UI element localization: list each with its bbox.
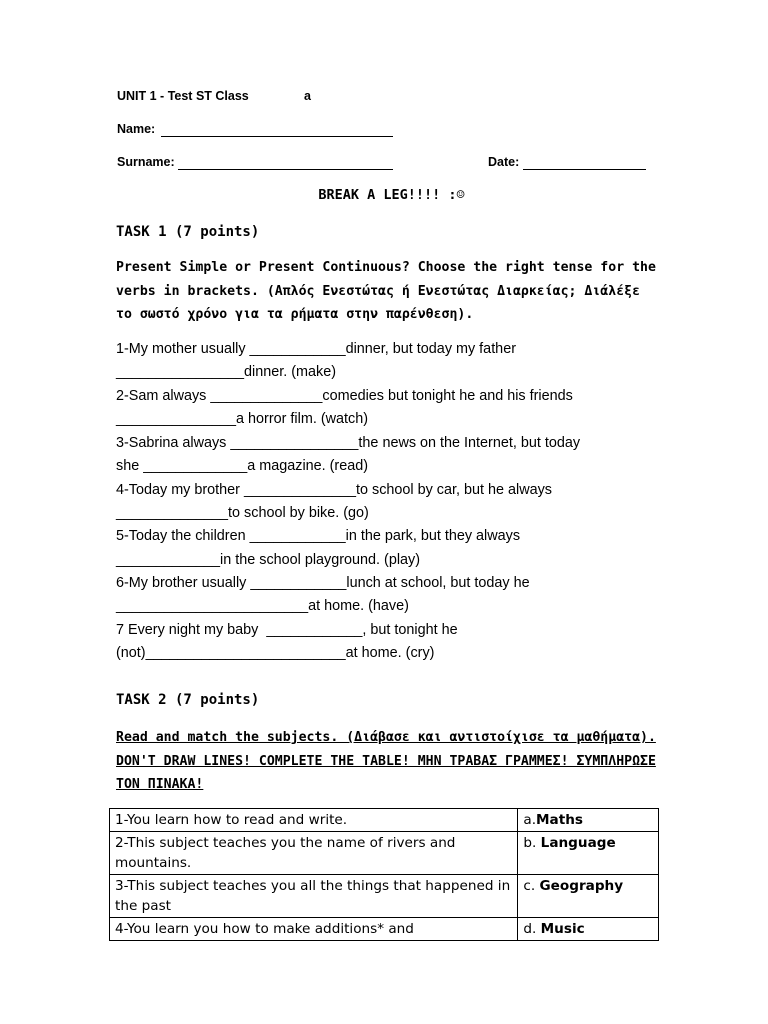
task1-line-10: _____________in the school playground. (play) (116, 552, 421, 568)
task1-line-2: ________________dinner. (make) (116, 364, 337, 380)
subject-name: Language (540, 835, 616, 851)
name-label: Name: (117, 122, 156, 136)
class-letter: a (304, 89, 311, 103)
subject-name: Music (540, 921, 585, 937)
task1-line-11: 6-My brother usually ____________lunch at school, but today he (116, 575, 530, 591)
question-cell: 3-This subject teaches you all the things that happened in the past (110, 875, 518, 918)
question-cell: 4-You learn you how to make additions* and (110, 918, 518, 941)
task1-line-4: _______________a horror film. (watch) (116, 411, 368, 427)
task1-line-8: ______________to school by bike. (go) (116, 505, 369, 521)
question-cell: 2-This subject teaches you the name of rivers and mountains. (110, 832, 518, 875)
subject-letter: b. (523, 835, 541, 851)
task1-line-3: 2-Sam always ______________comedies but tonight he and his friends (116, 388, 573, 404)
task2-instruction-line-2: DON'T DRAW LINES! COMPLETE THE TABLE! ΜΗΝ ΤΡΑΒΑΣ ΓΡΑΜΜΕΣ! ΣΥΜΠΛΗΡΩΣΕ ΤΟΝ ΠΙΝΑΚΑ! (116, 753, 656, 792)
table-row (110, 809, 659, 832)
subject-name: Maths (536, 812, 583, 828)
task1-line-7: 4-Today my brother ______________to school by car, but he always (116, 482, 552, 498)
unit-title: UNIT 1 - Test ST Class (117, 89, 249, 103)
subject-letter: c. (523, 878, 540, 894)
subject-letter: a. (523, 812, 537, 828)
name-line[interactable] (161, 136, 393, 137)
subject-letter: d. (523, 921, 541, 937)
task1-line-9: 5-Today the children ____________in the park, but they always (116, 528, 521, 544)
subject-cell (518, 875, 659, 918)
task1-line-5: 3-Sabrina always ________________the news on the Internet, but today (116, 435, 581, 451)
task1-line-6: she _____________a magazine. (read) (116, 458, 369, 474)
task2-instruction (116, 726, 656, 797)
table-row (110, 875, 659, 918)
greeting: BREAK A LEG!!!! :☺ (318, 187, 465, 203)
matching-table (109, 808, 659, 941)
question-cell: 1-You learn how to read and write. (110, 809, 518, 832)
table-row (110, 918, 659, 941)
surname-label: Surname: (117, 155, 175, 169)
task1-line-1: 1-My mother usually ____________dinner, but today my father (116, 341, 516, 357)
subject-cell (518, 809, 659, 832)
task2-instruction-line-1: Read and match the subjects. (Διάβασε και αντιστοίχισε τα μαθήματα). (116, 730, 656, 745)
subject-cell (518, 918, 659, 941)
surname-line[interactable] (178, 169, 393, 170)
date-label: Date: (488, 155, 520, 169)
task1-instruction: Present Simple or Present Continuous? Choose the right tense for the verbs in brackets. (Απλός Ενεστώτας ή Ενεστώτας Διαρκείας; Διάλέξε το σωστό χρόνο για τα ρήματα στην παρένθεση). (116, 260, 656, 322)
task2-title: TASK 2 (7 points) (116, 692, 260, 708)
date-line[interactable] (523, 169, 646, 170)
table-row (110, 832, 659, 875)
subject-cell (518, 832, 659, 875)
subject-name: Geography (539, 878, 624, 894)
task1-title: TASK 1 (7 points) (116, 224, 260, 240)
task1-line-14: (not)_________________________at home. (cry) (116, 645, 435, 661)
task1-line-13: 7 Every night my baby ____________, but tonight he (116, 622, 458, 638)
task1-line-12: ________________________at home. (have) (116, 598, 409, 614)
